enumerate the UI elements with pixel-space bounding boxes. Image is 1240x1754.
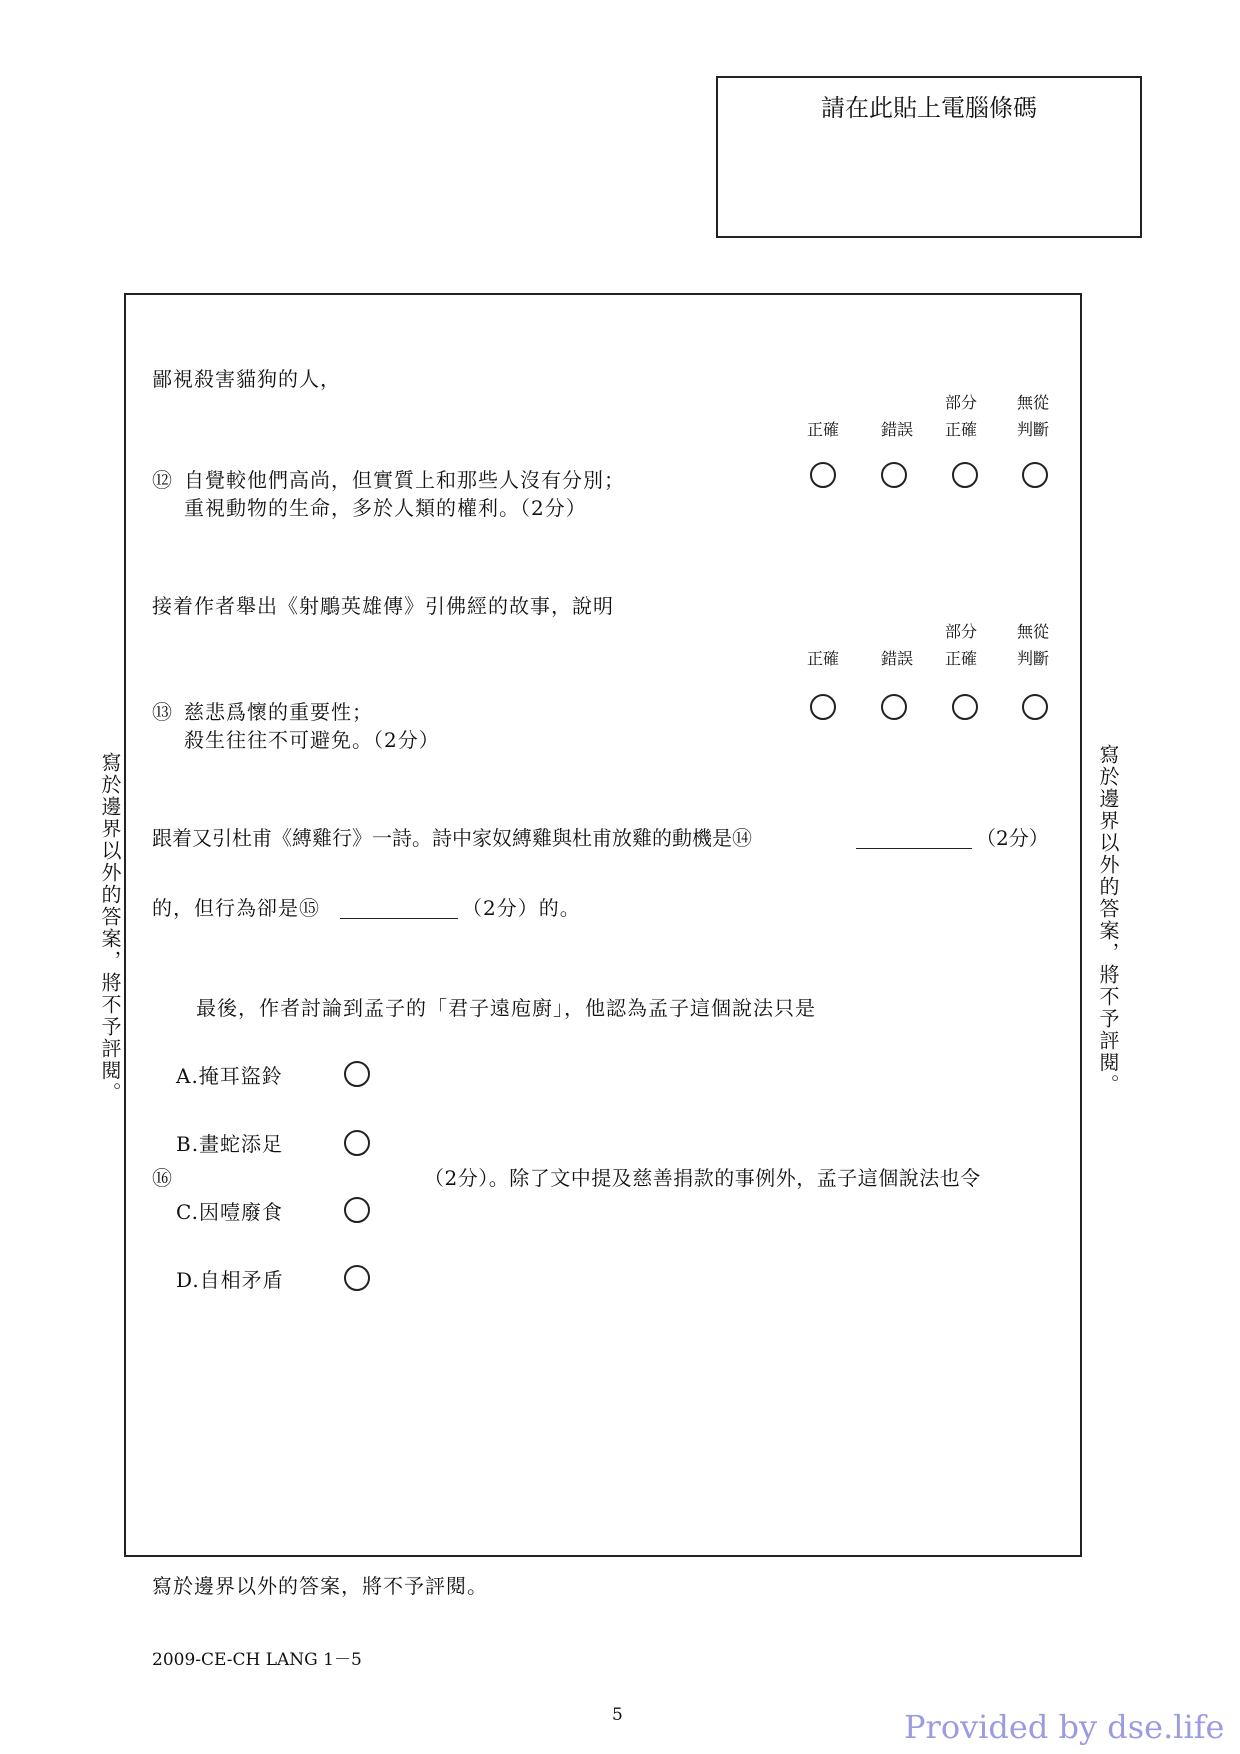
q13-correct-radio[interactable]: [810, 694, 836, 720]
option-header-correct: 正確: [806, 420, 839, 439]
q14-marks: （2分）: [976, 826, 1049, 850]
option-header-undetermined-line1: 無從: [1016, 393, 1049, 412]
q13-intro: 接着作者舉出《射鵰英雄傳》引佛經的故事，說明: [152, 594, 614, 618]
watermark: Provided by dse.life: [904, 1708, 1225, 1746]
option-header-wrong: 錯誤: [880, 649, 913, 668]
q16-option-b-radio[interactable]: [344, 1130, 370, 1156]
q14-text: 跟着又引杜甫《縛雞行》一詩。詩中家奴縛雞與杜甫放雞的動機是⑭: [152, 826, 752, 850]
q16-option-c-label: C.因噎廢食: [176, 1200, 283, 1224]
page-number: 5: [612, 1705, 623, 1725]
q14-answer-blank[interactable]: [856, 828, 972, 849]
q16-number: ⑯: [152, 1166, 173, 1190]
q12-partial-radio[interactable]: [952, 462, 978, 488]
q15-text-start: 的，但行為卻是⑮: [152, 896, 320, 920]
option-header-partial-line2: 正確: [944, 420, 977, 439]
option-header-partial-line1: 部分: [944, 393, 977, 412]
option-header-wrong: 錯誤: [880, 420, 913, 439]
option-header-undetermined-line1: 無從: [1016, 622, 1049, 641]
left-margin-notice: 寫於邊界以外的答案，將不予評閱。: [98, 752, 122, 1104]
q16-intro: 最後，作者討論到孟子的「君子遠庖廚」，他認為孟子這個說法只是: [196, 996, 816, 1020]
option-header-undetermined-line2: 判斷: [1016, 649, 1049, 668]
option-header-partial-line2: 正確: [944, 649, 977, 668]
q16-continuation: （2分）。除了文中提及慈善捐款的事例外，孟子這個說法也令: [424, 1166, 981, 1190]
q16-option-c-radio[interactable]: [344, 1197, 370, 1223]
option-header-undetermined-line2: 判斷: [1016, 420, 1049, 439]
q13-line2: 殺生往往不可避免。（2分）: [184, 728, 440, 752]
q16-option-d-radio[interactable]: [344, 1265, 370, 1291]
q13-partial-radio[interactable]: [952, 694, 978, 720]
q16-option-b-label: B.畫蛇添足: [176, 1132, 284, 1156]
q16-option-a-label: A.掩耳盜鈴: [176, 1064, 283, 1088]
q15-text-end: （2分）的。: [462, 896, 581, 920]
q13-undetermined-radio[interactable]: [1022, 694, 1048, 720]
q15-answer-blank[interactable]: [340, 898, 458, 919]
q16-option-a-radio[interactable]: [344, 1061, 370, 1087]
right-margin-notice: 寫於邊界以外的答案，將不予評閱。: [1096, 744, 1120, 1096]
option-header-partial-line1: 部分: [944, 622, 977, 641]
q12-wrong-radio[interactable]: [881, 462, 907, 488]
q12-line2: 重視動物的生命，多於人類的權利。（2分）: [184, 496, 587, 520]
q13-number: ⑬: [152, 700, 173, 724]
q12-intro: 鄙視殺害貓狗的人，: [152, 367, 341, 391]
q12-correct-radio[interactable]: [810, 462, 836, 488]
barcode-instruction: 請在此貼上電腦條碼: [821, 94, 1037, 122]
q13-line1: 慈悲爲懷的重要性；: [184, 700, 373, 724]
q16-option-d-label: D.自相矛盾: [176, 1268, 284, 1292]
q12-number: ⑫: [152, 468, 173, 492]
paper-code: 2009-CE-CH LANG 1－5: [152, 1650, 362, 1670]
q12-line1: 自覺較他們高尚，但實質上和那些人沒有分別；: [184, 468, 625, 492]
q12-undetermined-radio[interactable]: [1022, 462, 1048, 488]
barcode-label-box: [716, 76, 1142, 238]
option-header-correct: 正確: [806, 649, 839, 668]
bottom-margin-notice: 寫於邊界以外的答案，將不予評閱。: [152, 1574, 488, 1598]
q13-wrong-radio[interactable]: [881, 694, 907, 720]
